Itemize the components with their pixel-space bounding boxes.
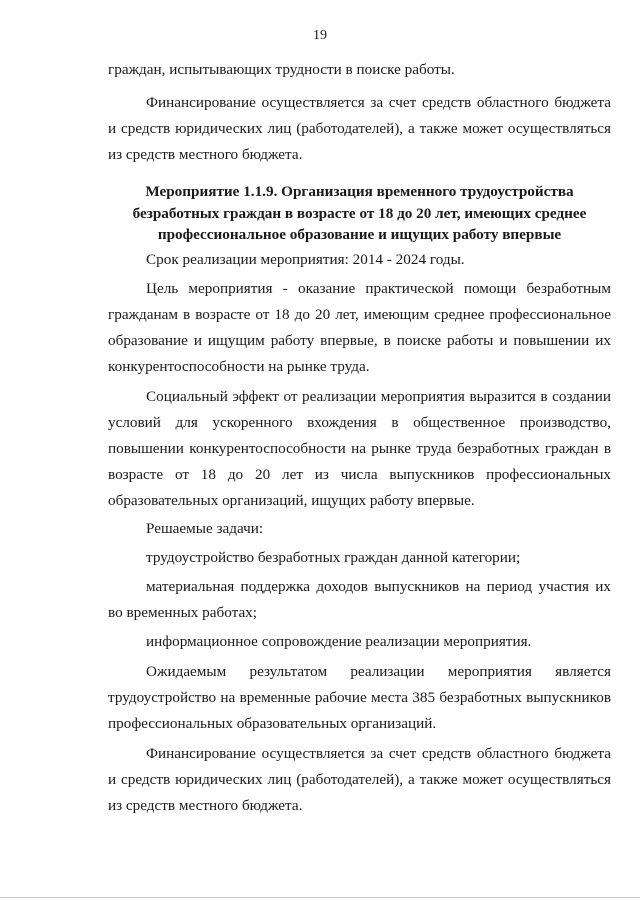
intro-section [108,57,611,168]
task-item-2: материальная поддержка доходов выпускников на период участия их во временных работах; [108,578,611,621]
expected-result-paragraph: Ожидаемым результатом реализации мероприятия является трудоустройство на временные рабочие места 385 безработных выпускников профессиональных образовательных организаций. [108,663,611,732]
task-item-3: информационное сопровождение реализации мероприятия. [146,633,532,650]
measure-financing-paragraph: Финансирование осуществляется за счет средств областного бюджета и средств юридических лиц (работодателей), а также может осуществляться из средств местного бюджета. [108,745,611,814]
page-number: 19 [313,28,327,43]
intro-continuation: граждан, испытывающих трудности в поиске работы. [108,61,455,78]
period-paragraph: Срок реализации мероприятия: 2014 - 2024 годы. [146,251,465,268]
measure-body [108,247,611,819]
goal-paragraph: Цель мероприятия - оказание практической помощи безработным гражданам в возрасте от 18 до 20 лет, имеющим среднее профессиональное образование и ищущим работу впервые, в поиске работы и повышении их конкурентоспособности на рынке труда. [108,280,611,375]
scan-bottom-edge [0,897,640,898]
social-effect-paragraph: Социальный эффект от реализации мероприятия выразится в создании условий для ускоренного вхождения в общественное производство, повышении конкурентоспособности на рынке труда безработных граждан в возрасте от 18 до 20 лет из числа выпускников профессиональных образовательных организаций, ищущих работу впервые. [108,388,611,509]
task-item-1: трудоустройство безработных граждан данной категории; [146,549,521,566]
measure-heading: Мероприятие 1.1.9. Организация временного трудоустройства безработных граждан в возрасте от 18 до 20 лет, имеющих среднее профессиональное образование и ищущих работу впервые [132,183,587,243]
intro-financing-paragraph: Финансирование осуществляется за счет средств областного бюджета и средств юридических лиц (работодателей), а также может осуществляться из средств местного бюджета. [108,94,611,163]
tasks-title: Решаемые задачи: [146,520,264,537]
